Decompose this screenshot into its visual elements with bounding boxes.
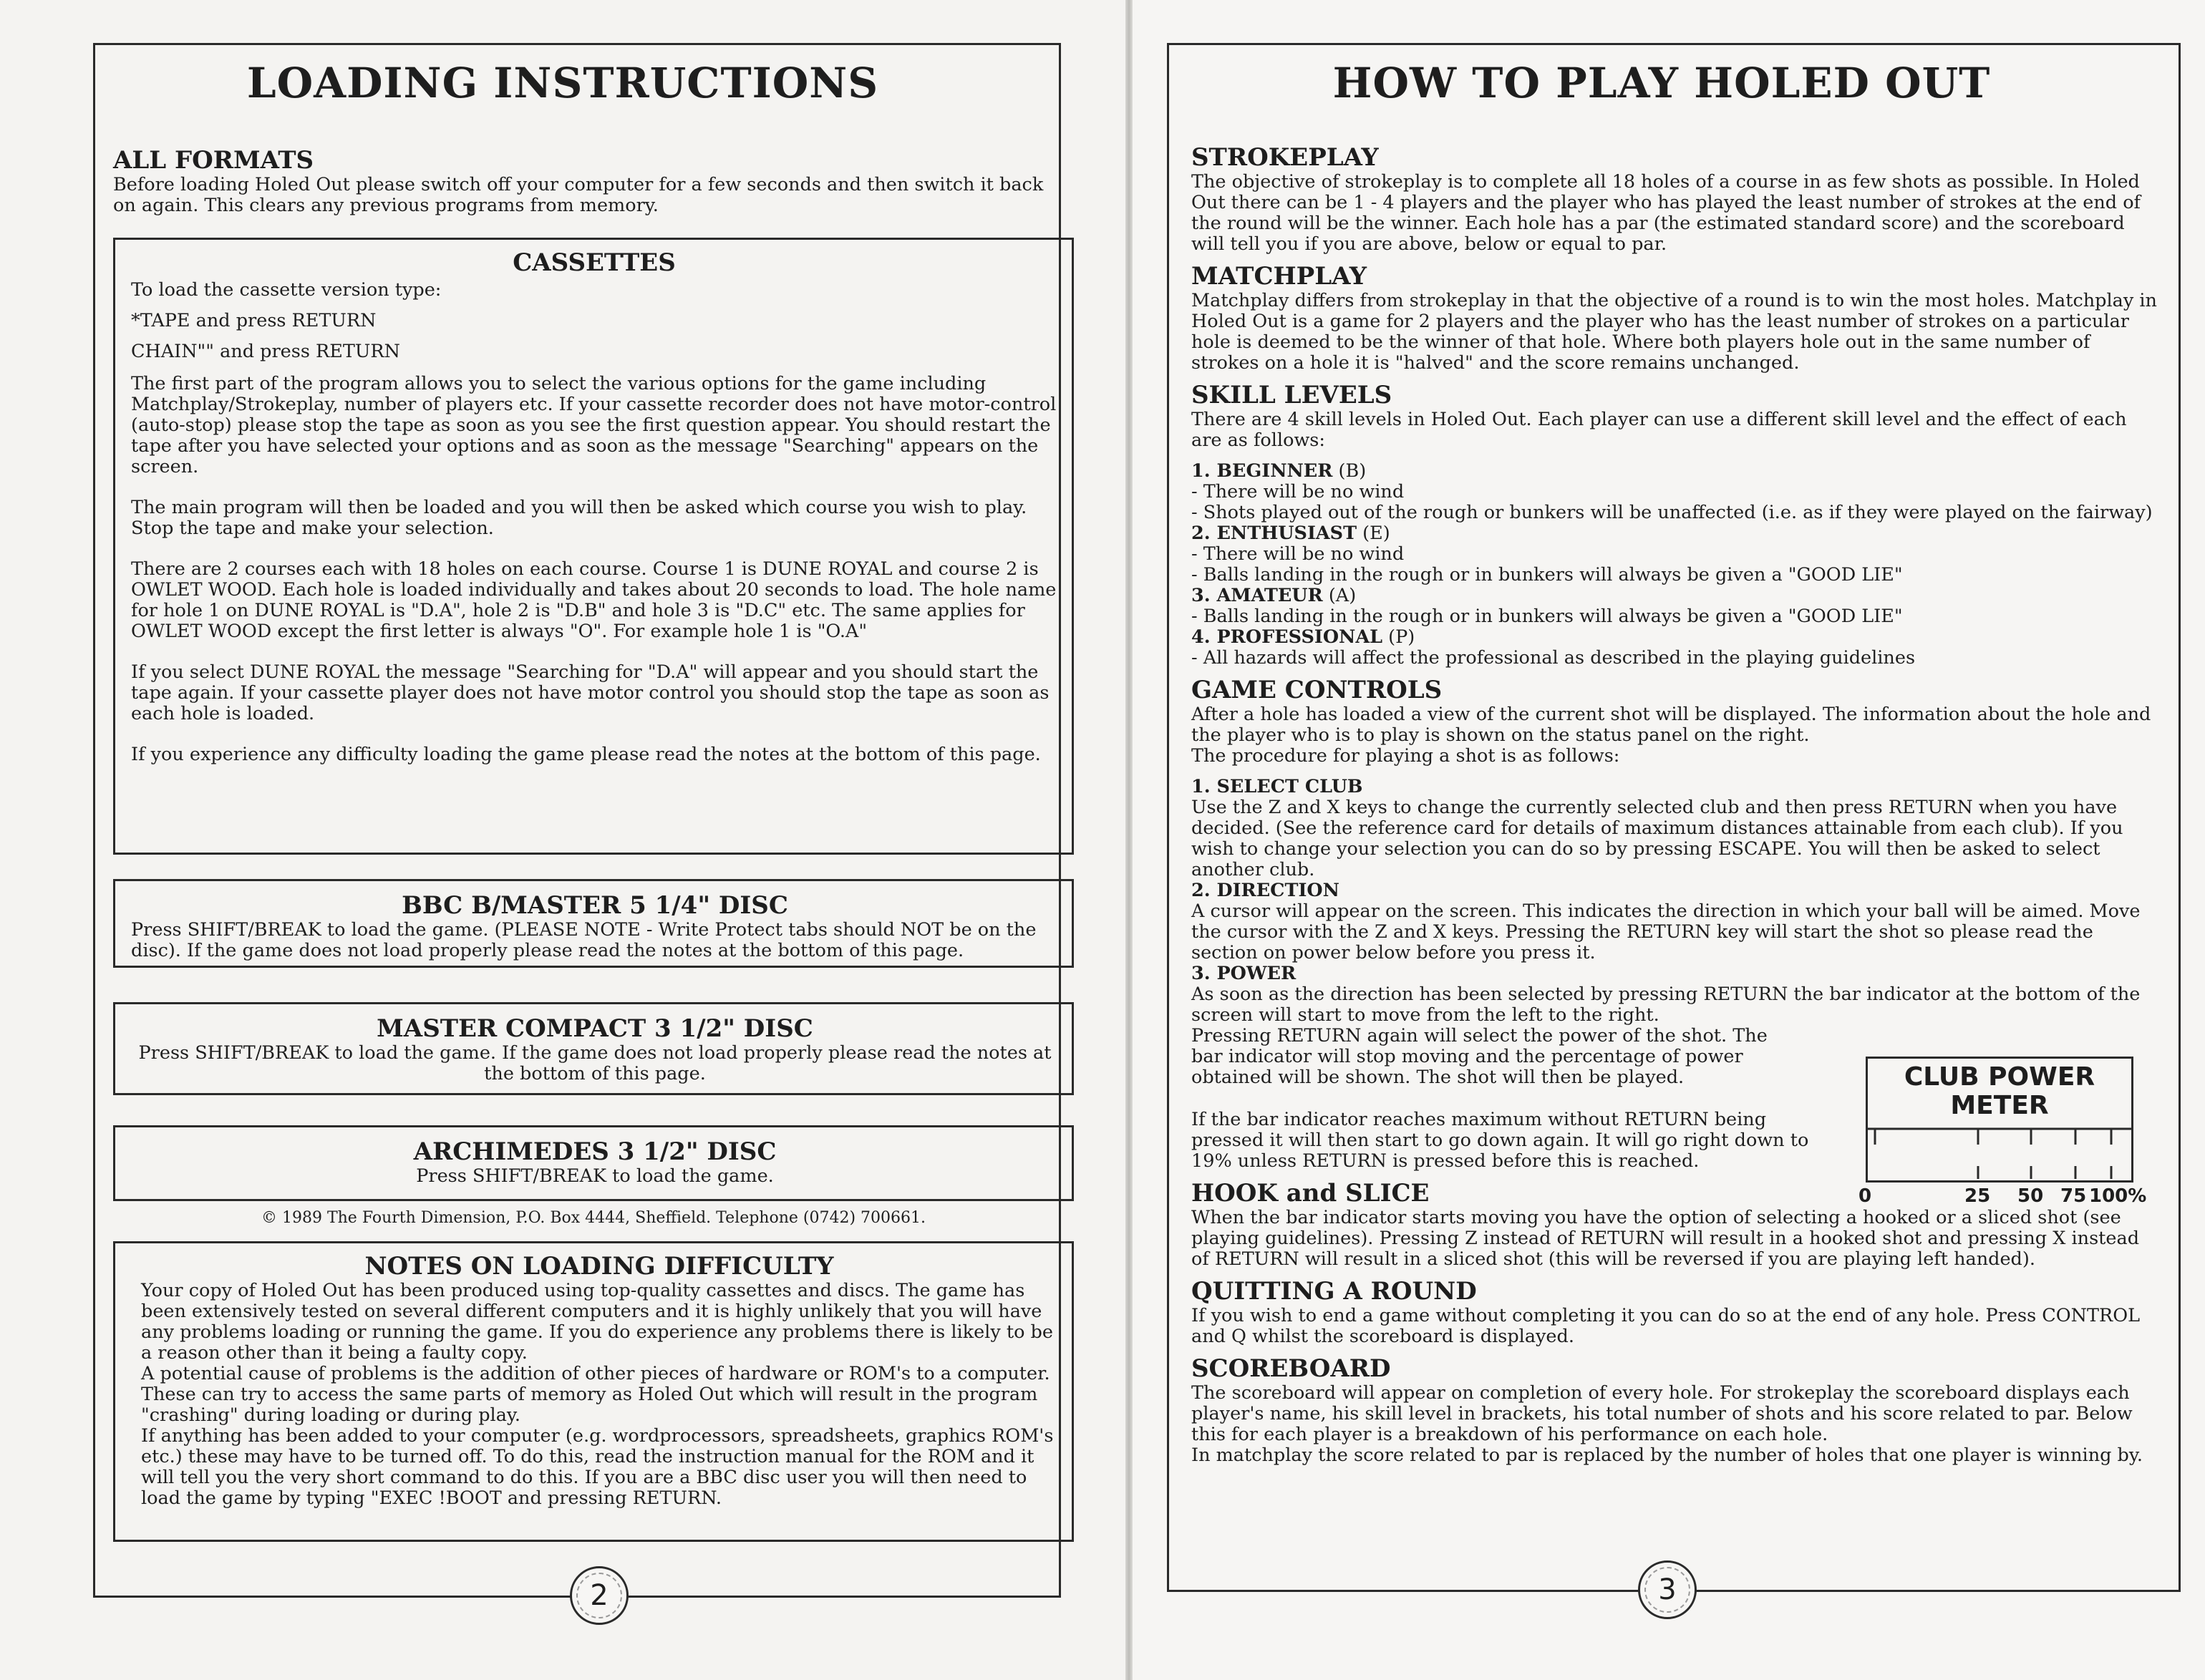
hook-slice-heading: HOOK and SLICE — [1191, 1179, 1430, 1208]
meter-title-line-1: CLUB POWER — [1904, 1062, 2095, 1092]
notes-box — [113, 1241, 1074, 1542]
book-spine — [1125, 0, 1133, 1680]
power-heading: 3. POWER — [1191, 963, 1297, 984]
scoreboard-heading: SCOREBOARD — [1191, 1354, 1391, 1383]
master-compact-text: Press SHIFT/BREAK to load the game. If the game does not load properly please read the notes at the bottom of this page. — [138, 1042, 1052, 1084]
copyright-notice: © 1989 The Fourth Dimension, P.O. Box 4444, Sheffield. Telephone (0742) 700661. — [261, 1209, 926, 1227]
beginner-label: 1. BEGINNER — [1191, 460, 1333, 482]
quitting-heading: QUITTING A ROUND — [1191, 1277, 1477, 1306]
cassettes-box — [113, 238, 1074, 855]
matchplay-text: Matchplay differs from strokeplay in that the objective of a round is to win the most holes. Matchplay in Holed Out is a game for 2 players and the player who has the least number of strokes on a particular hole is deemed to be the winner of that hole. Where both players hole out in the same number of strokes on a hole it is "halved" and the score remains unchanged. — [1191, 290, 2157, 374]
select-club-heading: 1. SELECT CLUB — [1191, 776, 1363, 797]
amateur-code: (A) — [1322, 585, 1357, 606]
meter-label-100: 100% — [2089, 1185, 2147, 1207]
notes-heading: NOTES ON LOADING DIFFICULTY — [364, 1252, 834, 1281]
enthusiast-label: 2. ENTHUSIAST — [1191, 523, 1357, 544]
enthusiast-line-1: - There will be no wind — [1191, 543, 1405, 565]
professional-line-1: - All hazards will affect the professional as described in the playing guidelines — [1191, 647, 1916, 669]
select-club-text: Use the Z and X keys to change the currently selected club and then press RETURN when you have decided. (See the reference card for details of maximum distances attainable from each club). If you wish to change your selection you can do so by pressing ESCAPE. You will then be asked to select another club. — [1191, 797, 2123, 880]
archimedes-text: Press SHIFT/BREAK to load the game. — [416, 1165, 774, 1187]
quitting-text: If you wish to end a game without completing it you can do so at the end of any hole. Press CONTROL and Q whilst the scoreboard is displayed. — [1191, 1305, 2141, 1347]
all-formats-section — [113, 146, 1065, 216]
bbc-disc-box — [113, 879, 1074, 968]
game-controls-intro: After a hole has loaded a view of the current shot will be displayed. The information about the hole and the player who is to play is shown on the status panel on the right. — [1191, 704, 2151, 746]
beginner-line-2: - Shots played out of the rough or bunkers will be unaffected (i.e. as if they were played on the fairway) — [1191, 502, 2153, 523]
meter-title-line-2: METER — [1950, 1091, 2049, 1120]
beginner-code: (B) — [1332, 460, 1367, 482]
scoreboard-text-2: In matchplay the score related to par is replaced by the number of holes that one player is winning by. — [1191, 1444, 2143, 1466]
right-content — [1191, 143, 2159, 1466]
cassettes-line2: *TAPE and press RETURN — [131, 310, 377, 331]
master-compact-heading: MASTER COMPACT 3 1/2" DISC — [377, 1014, 813, 1043]
all-formats-heading: ALL FORMATS — [113, 146, 314, 175]
skill-beginner — [1191, 461, 2159, 523]
notes-paragraph-3: If anything has been added to your computer (e.g. wordprocessors, spreadsheets, graphics ROM's etc.) these may have to be turned off. To do this, read the instruction manual for the ROM and it will tell you the very short command to do this. If you are a BBC disc user you will then need to load the game by typing "EXEC !BOOT and pressing RETURN. — [141, 1425, 1054, 1509]
enthusiast-line-2: - Balls landing in the rough or in bunkers will always be given a "GOOD LIE" — [1191, 564, 1903, 586]
meter-label-0: 0 — [1858, 1185, 1872, 1207]
page-number-3: 3 — [1638, 1560, 1697, 1619]
skill-professional — [1191, 627, 2159, 669]
power-text-1: As soon as the direction has been selected by pressing RETURN the bar indicator at the bottom of the screen will start to move from the left to the right. — [1191, 984, 2141, 1026]
meter-label-75: 75 — [2060, 1185, 2087, 1207]
cassettes-paragraph-2: The main program will then be loaded and you will then be asked which course you wish to play. Stop the tape and make your selection. — [131, 497, 1027, 539]
cassettes-heading: CASSETTES — [513, 248, 676, 277]
cassettes-paragraph-1: The first part of the program allows you to select the various options for the game including Matchplay/Strokeplay, number of players etc. If your cassette recorder does not have motor-control (auto-stop) please stop the tape as soon as you see the first question appear. You should restart the tape after you have selected your options and as soon as the message "Searching" appears on the screen. — [131, 373, 1057, 477]
all-formats-text: Before loading Holed Out please switch off your computer for a few seconds and then switch it back on again. This clears any previous programs from memory. — [113, 174, 1044, 216]
amateur-label: 3. AMATEUR — [1191, 585, 1323, 606]
master-compact-box — [113, 1002, 1074, 1095]
cassettes-paragraph-5: If you experience any difficulty loading the game please read the notes at the bottom of this page. — [131, 744, 1041, 765]
matchplay-heading: MATCHPLAY — [1191, 262, 1367, 291]
archimedes-box — [113, 1125, 1074, 1201]
archimedes-heading: ARCHIMEDES 3 1/2" DISC — [413, 1137, 777, 1166]
enthusiast-code: (E) — [1357, 523, 1390, 544]
strokeplay-heading: STROKEPLAY — [1191, 143, 1379, 172]
professional-code: (P) — [1382, 626, 1415, 648]
game-controls-intro-2: The procedure for playing a shot is as follows: — [1191, 745, 1620, 767]
strokeplay-text: The objective of strokeplay is to complete all 18 holes of a course in as few shots as possible. In Holed Out there can be 1 - 4 players and the player who has played the least number of strokes at the end of the round will be the winner. Each hole has a par (the estimated standard score) and the scoreboard will tell you if you are above, below or equal to par. — [1191, 171, 2141, 255]
bbc-disc-heading: BBC B/MASTER 5 1/4" DISC — [402, 891, 788, 920]
game-controls-heading: GAME CONTROLS — [1191, 676, 1443, 704]
meter-label-25: 25 — [1964, 1185, 1991, 1207]
page-number-2: 2 — [570, 1566, 629, 1625]
right-page — [1133, 0, 2205, 1680]
page-title-how-to-play: HOW TO PLAY HOLED OUT — [1332, 59, 1991, 107]
notes-paragraph-1: Your copy of Holed Out has been produced using top-quality cassettes and discs. The game has been extensively tested on several different computers and it is highly unlikely that you will have any problems loading or running the game. If you do experience any problems there is likely to be a reason other than it being a faulty copy. — [141, 1280, 1053, 1364]
meter-scale-graphic — [1868, 1059, 2136, 1185]
cassettes-paragraph-3: There are 2 courses each with 18 holes on each course. Course 1 is DUNE ROYAL and course 2 is OWLET WOOD. Each hole is loaded individually and takes about 20 seconds to load. The hole name for hole 1 on DUNE ROYAL is "D.A", hole 2 is "D.B" and hole 3 is "D.C" etc. The same applies for OWLET WOOD except the first letter is always "O". For example hole 1 is "O.A" — [131, 558, 1057, 642]
cassettes-paragraph-4: If you select DUNE ROYAL the message "Searching for "D.A" will appear and you should start the tape again. If your cassette player does not have motor control you should stop the tape as soon as each hole is loaded. — [131, 661, 1050, 724]
hook-slice-text: When the bar indicator starts moving you have the option of selecting a hooked or a sliced shot (see playing guidelines). Pressing Z instead of RETURN will result in a hooked shot and pressing X instead of RETURN will result in a sliced shot (this will be reversed if you are playing left handed). — [1191, 1207, 2140, 1270]
amateur-line-1: - Balls landing in the rough or in bunkers will always be given a "GOOD LIE" — [1191, 606, 1903, 627]
club-power-meter — [1866, 1057, 2133, 1183]
skill-levels-heading: SKILL LEVELS — [1191, 381, 1392, 409]
skill-enthusiast — [1191, 523, 2159, 586]
direction-heading: 2. DIRECTION — [1191, 880, 1339, 901]
bbc-disc-text: Press SHIFT/BREAK to load the game. (PLEASE NOTE - Write Protect tabs should NOT be on the disc). If the game does not load properly please read the notes at the bottom of this page. — [131, 919, 1037, 961]
professional-label: 4. PROFESSIONAL — [1191, 626, 1383, 648]
scoreboard-text-1: The scoreboard will appear on completion of every hole. For strokeplay the scoreboard displays each player's name, his skill level in brackets, his total number of shots and his score related to par. Below this for each player is a breakdown of his performance on each hole. — [1191, 1382, 2133, 1445]
page-title-loading: LOADING INSTRUCTIONS — [246, 59, 879, 107]
direction-text: A cursor will appear on the screen. This indicates the direction in which your ball will be aimed. Move the cursor with the Z and X keys. Pressing the RETURN key will start the shot so please read the section on power below before you press it. — [1191, 900, 2141, 963]
notes-paragraph-2: A potential cause of problems is the addition of other pieces of hardware or ROM's to a computer. These can try to access the same parts of memory as Holed Out which will result in the program "crashing" during loading or during play. — [141, 1363, 1050, 1426]
cassettes-line3: CHAIN"" and press RETURN — [131, 341, 400, 362]
meter-label-50: 50 — [2017, 1185, 2044, 1207]
power-text-2: Pressing RETURN again will select the power of the shot. The bar indicator will stop moving and the percentage of power obtained will be shown. The shot will then be played. — [1191, 1025, 1768, 1088]
power-text-3: If the bar indicator reaches maximum without RETURN being pressed it will then start to go down again. It will go right down to 19% unless RETURN is pressed before this is reached. — [1191, 1109, 1809, 1172]
skill-amateur — [1191, 586, 2159, 627]
skill-levels-intro: There are 4 skill levels in Holed Out. Each player can use a different skill level and the effect of each are as follows: — [1191, 409, 2127, 451]
cassettes-line1: To load the cassette version type: — [131, 279, 442, 301]
beginner-line-1: - There will be no wind — [1191, 481, 1405, 502]
